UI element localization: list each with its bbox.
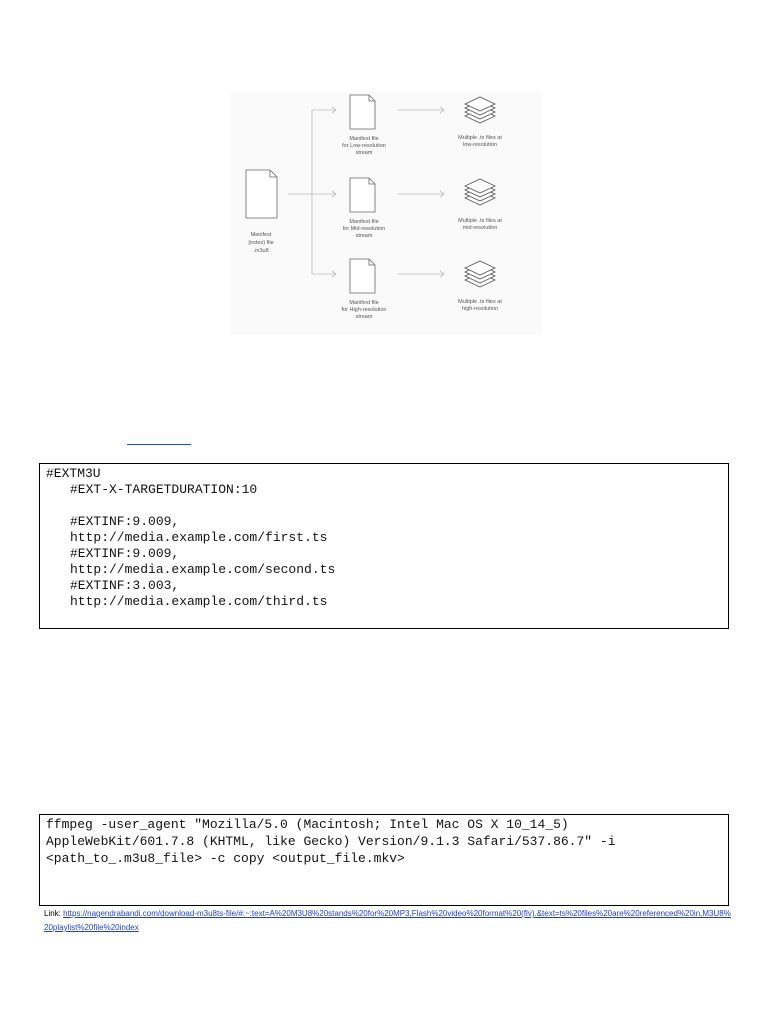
manifest-file-icon-mid bbox=[350, 178, 375, 212]
code-line: #EXT-X-TARGETDURATION:10 bbox=[70, 482, 258, 497]
branch-connector bbox=[288, 107, 336, 277]
source-url-link[interactable]: https://nagendrabandi.com/download-m3u8ts-file/#:~:text=A%20M3U8%20stands%20for%20MP3,Flash%20video%20format%20(flv).&text=ts%20files%20are%20referenced%20in,M3U8%20playlist%20file%20index bbox=[44, 909, 731, 932]
code-line: #EXTINF:3.003, bbox=[70, 578, 180, 593]
manifest-high-line-2: for High-resolution bbox=[341, 307, 387, 313]
code-line: http://media.example.com/third.ts bbox=[70, 594, 328, 609]
code-line: http://media.example.com/first.ts bbox=[70, 530, 328, 545]
index-label-line-1: Manifest bbox=[250, 232, 272, 238]
manifest-low-line-2: for Low-resolution bbox=[342, 143, 386, 149]
ts-mid-line-1: Multiple .ts files at bbox=[458, 218, 502, 224]
manifest-high-line-3: stream bbox=[355, 314, 373, 320]
manifest-mid-line-1: Manifest file bbox=[349, 219, 379, 225]
manifest-file-icon-low bbox=[350, 95, 375, 129]
hls-diagram bbox=[230, 92, 542, 334]
ts-stack-icon-high bbox=[465, 261, 495, 287]
manifest-high-line-1: Manifest file bbox=[349, 300, 379, 306]
index-label-line-2: (index) file bbox=[248, 240, 274, 246]
ts-low-line-1: Multiple .ts files at bbox=[458, 135, 502, 141]
code-line: AppleWebKit/601.7.8 (KHTML, like Gecko) Version/9.1.3 Safari/537.86.7" -i bbox=[46, 834, 616, 849]
ts-low-line-2: low-resolution bbox=[463, 142, 497, 148]
arrow-mid bbox=[398, 191, 444, 197]
ts-stack-icon-mid bbox=[465, 179, 495, 205]
code-line: #EXTINF:9.009, bbox=[70, 546, 180, 561]
hyperlink-underline[interactable] bbox=[127, 444, 191, 445]
code-line: <path_to_.m3u8_file> -c copy <output_file.mkv> bbox=[46, 851, 405, 866]
code-line bbox=[46, 498, 722, 514]
code-line: http://media.example.com/second.ts bbox=[70, 562, 336, 577]
hls-diagram-svg bbox=[230, 92, 542, 334]
m3u8-code-block bbox=[39, 463, 729, 629]
ffmpeg-code-block bbox=[39, 814, 729, 906]
manifest-low-line-3: stream bbox=[355, 150, 373, 156]
ts-mid-line-2: mid-resolution bbox=[462, 225, 498, 231]
arrow-high bbox=[398, 271, 444, 277]
manifest-mid-line-3: stream bbox=[355, 233, 373, 239]
manifest-low-line-1: Manifest file bbox=[349, 136, 379, 142]
code-line: #EXTM3U bbox=[46, 466, 101, 481]
index-label-line-3: .m3u8 bbox=[253, 248, 269, 254]
code-line: #EXTINF:9.009, bbox=[70, 514, 180, 529]
arrow-low bbox=[398, 107, 444, 113]
manifest-file-icon-high bbox=[350, 259, 375, 293]
index-file-icon bbox=[246, 170, 277, 218]
source-link bbox=[44, 907, 734, 935]
link-prefix: Link: bbox=[44, 909, 64, 918]
ts-high-line-2: high-resolution bbox=[461, 306, 499, 312]
manifest-mid-line-2: for Mid-resolution bbox=[342, 226, 386, 232]
code-line: ffmpeg -user_agent "Mozilla/5.0 (Macintosh; Intel Mac OS X 10_14_5) bbox=[46, 817, 569, 832]
ts-stack-icon-low bbox=[465, 97, 495, 123]
ts-high-line-1: Multiple .ts files at bbox=[458, 299, 502, 305]
